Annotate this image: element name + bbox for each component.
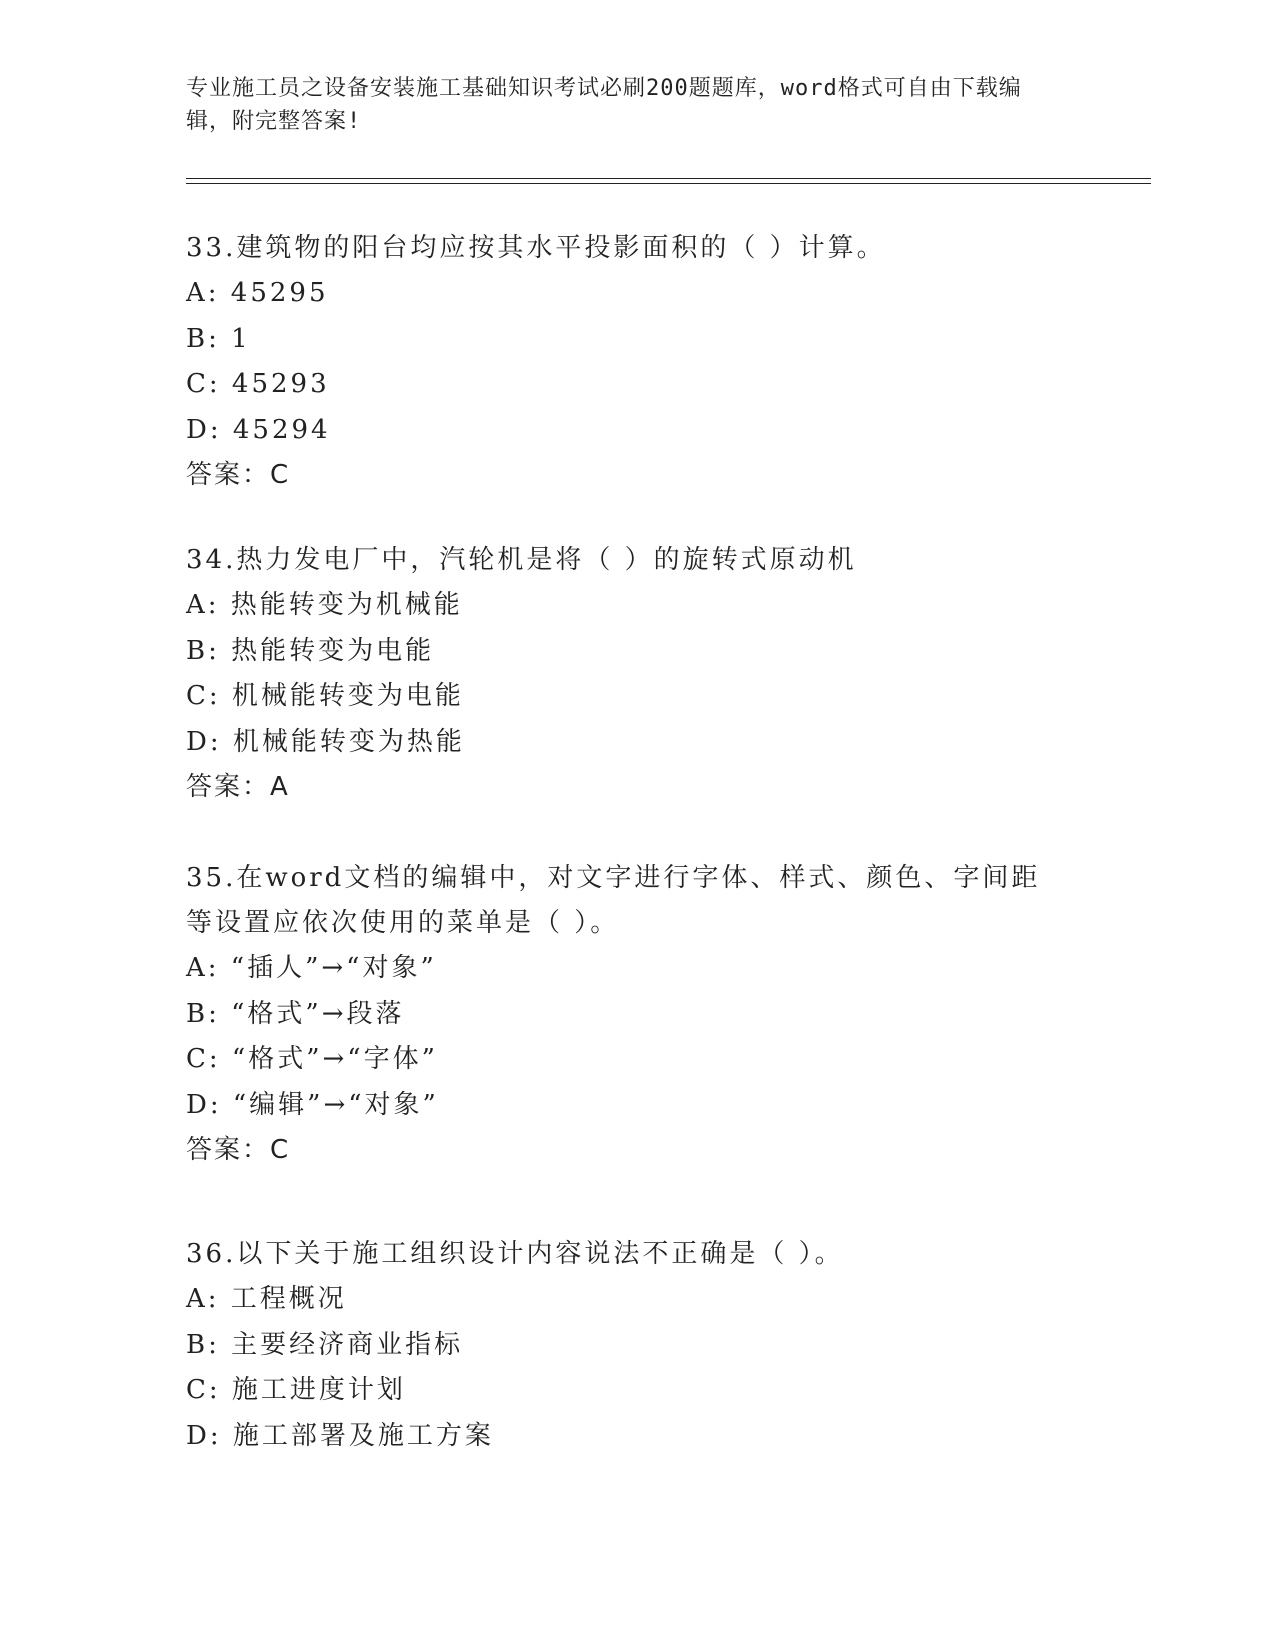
option-d: D: 机械能转变为热能	[186, 726, 465, 757]
option-c: C: 施工进度计划	[186, 1375, 406, 1405]
option-c: C: “格式”→“字体”	[186, 1044, 438, 1074]
answer-line: 答案：C	[186, 460, 291, 490]
option-c: C: 45293	[186, 369, 330, 399]
question-stem: 34.热力发电厂中，汽轮机是将（ ）的旋转式原动机	[186, 545, 857, 575]
option-a: A: “插人”→“对象”	[186, 953, 437, 983]
option-c: C: 机械能转变为电能	[186, 681, 464, 711]
header-divider-top	[186, 178, 1151, 179]
option-b: B: 1	[186, 323, 251, 354]
answer-line: 答案：C	[186, 1135, 291, 1165]
question-36	[186, 1232, 1086, 1459]
question-33	[186, 226, 1086, 498]
document-header	[186, 72, 1066, 138]
question-stem: 35.在word文档的编辑中，对文字进行字体、样式、颜色、字间距等设置应依次使用的菜单是（ ）。	[186, 863, 1041, 938]
option-a: A: 热能转变为机械能	[186, 590, 463, 620]
option-b: B: 热能转变为电能	[186, 635, 435, 666]
question-stem: 36.以下关于施工组织设计内容说法不正确是（ ）。	[186, 1239, 844, 1269]
question-stem: 33.建筑物的阳台均应按其水平投影面积的（ ）计算。	[186, 233, 886, 263]
header-title: 专业施工员之设备安装施工基础知识考试必刷200题题库，word格式可自由下载编辑，附完整答案!	[186, 76, 1022, 134]
option-d: D: “编辑”→“对象”	[186, 1089, 439, 1120]
option-b: B: “格式”→段落	[186, 998, 405, 1029]
question-35	[186, 856, 1086, 1173]
header-divider-bottom	[186, 183, 1151, 184]
option-b: B: 主要经济商业指标	[186, 1329, 464, 1360]
option-a: A: 45295	[186, 278, 329, 308]
option-a: A: 工程概况	[186, 1284, 347, 1314]
question-34	[186, 538, 1086, 810]
option-d: D: 施工部署及施工方案	[186, 1420, 494, 1451]
option-d: D: 45294	[186, 414, 331, 445]
answer-line: 答案：A	[186, 772, 290, 802]
